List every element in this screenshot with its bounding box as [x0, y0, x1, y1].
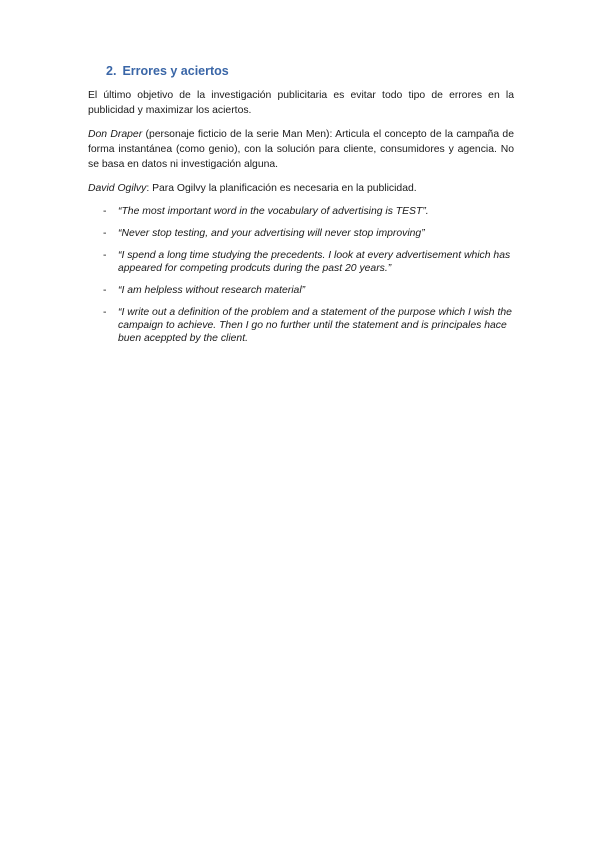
draper-name: Don Draper — [88, 129, 143, 140]
draper-paragraph — [88, 127, 514, 172]
quote-text: “I am helpless without research material” — [118, 285, 306, 296]
section-title: Errores y aciertos — [122, 64, 229, 78]
list-dash: - — [103, 307, 107, 318]
ogilvy-text: : Para Ogilvy la planificación es necesaria en la publicidad. — [146, 183, 417, 194]
list-dash: - — [103, 206, 107, 217]
quote-item — [88, 227, 514, 240]
quote-item — [88, 249, 514, 275]
quote-text: “The most important word in the vocabulary of advertising is TEST”. — [118, 206, 429, 217]
draper-text: (personaje ficticio de la serie Man Men): Articula el concepto de la campaña de forma instantánea (como genio), con la solución para cliente, consumidores y agencia. No se basa en datos ni investigación alguna. — [88, 129, 514, 170]
list-dash: - — [103, 285, 107, 296]
quote-item — [88, 306, 514, 345]
quote-item — [88, 205, 514, 218]
page-content — [88, 64, 514, 354]
ogilvy-paragraph — [88, 181, 514, 196]
quote-text: “I write out a definition of the problem and a statement of the purpose which I wish the campaign to achieve. Then I go no further until the statement and is principales hace buen aceppted by the client. — [118, 307, 512, 344]
ogilvy-name: David Ogilvy — [88, 183, 147, 194]
section-heading — [106, 64, 514, 78]
quote-item — [88, 284, 514, 297]
quote-text: “Never stop testing, and your advertising will never stop improving” — [118, 228, 425, 239]
quote-text: “I spend a long time studying the precedents. I look at every advertisement which has appeared for competing prodcuts during the past 20 years.” — [118, 250, 511, 274]
section-number: 2. — [106, 64, 117, 78]
intro-paragraph: El último objetivo de la investigación publicitaria es evitar todo tipo de errores en la publicidad y maximizar los aciertos. — [88, 90, 514, 116]
list-dash: - — [103, 228, 107, 239]
ogilvy-quotes-list — [88, 205, 514, 345]
list-dash: - — [103, 250, 107, 261]
